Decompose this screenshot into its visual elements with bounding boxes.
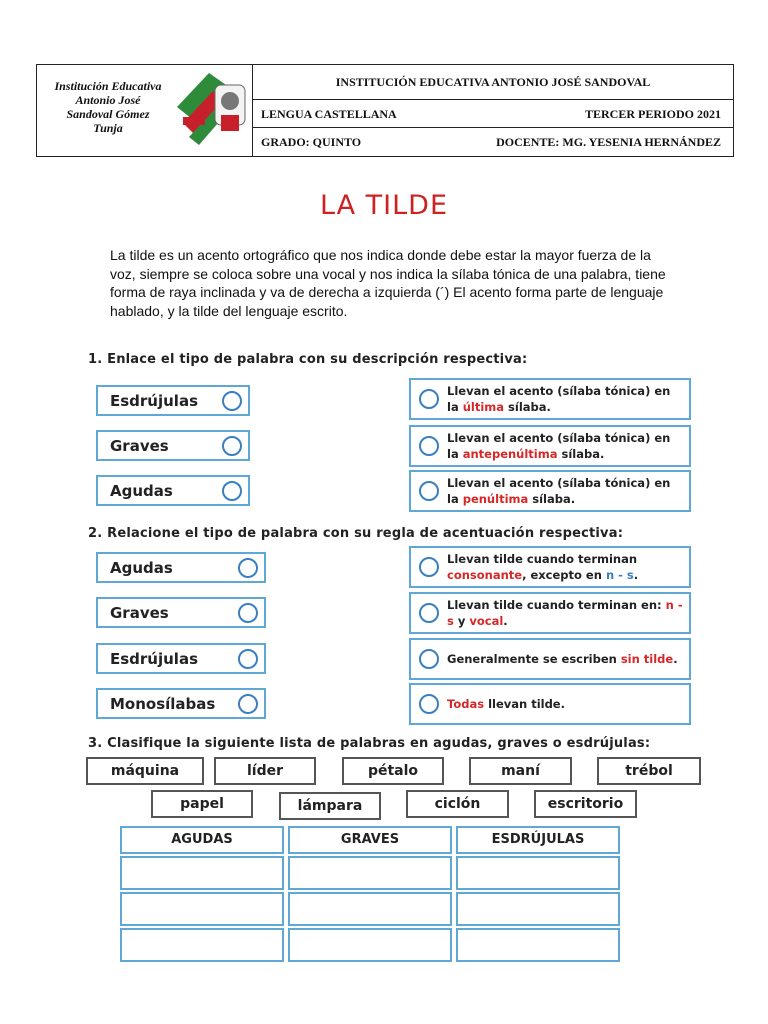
word-card[interactable]: pétalo <box>342 757 444 785</box>
type-box-graves <box>96 430 250 461</box>
word-card[interactable]: ciclón <box>406 790 509 818</box>
grade-label: GRADO: QUINTO <box>261 135 362 149</box>
teacher-label: DOCENTE: MG. YESENIA HERNÁNDEZ <box>496 135 721 149</box>
header-info <box>253 65 733 156</box>
word-card[interactable]: trébol <box>597 757 701 785</box>
header-row <box>253 65 733 100</box>
word-card[interactable]: escritorio <box>534 790 637 818</box>
type-box-esdrujulas <box>96 385 250 416</box>
match-circle[interactable] <box>419 603 439 623</box>
word-card[interactable]: papel <box>151 790 253 818</box>
answer-cell[interactable] <box>288 892 452 926</box>
answer-cell[interactable] <box>456 928 620 962</box>
intro-paragraph: La tilde es un acento ortográfico que nos indica donde debe estar la mayor fuerza de la voz, siempre se coloca sobre una vocal y nos indica la sílaba tónica de una palabra, tiene forma de raya inclinada y va de derecha a izquierda (´) El acento forma parte de lenguaje hablado, y la tilde del lenguaje escrito. <box>110 247 666 319</box>
match-circle[interactable] <box>222 436 242 456</box>
rule-box <box>409 638 691 680</box>
section-1-title: 1. Enlace el tipo de palabra con su descripción respectiva: <box>88 352 528 367</box>
rule-text: Todas llevan tilde. <box>447 697 565 711</box>
logo-line: Antonio José <box>75 93 141 107</box>
match-circle[interactable] <box>238 649 258 669</box>
type-box-monosilabas <box>96 688 266 719</box>
match-circle[interactable] <box>419 436 439 456</box>
rule-text: Generalmente se escriben sin tilde. <box>447 652 678 666</box>
column-header-esdrujulas: ESDRÚJULAS <box>456 826 620 854</box>
logo-line: Tunja <box>93 121 123 135</box>
rule-box <box>409 592 691 634</box>
type-label: Agudas <box>110 558 173 577</box>
logo-line: Sandoval Gómez <box>66 107 150 121</box>
match-circle[interactable] <box>222 391 242 411</box>
word-card[interactable]: maní <box>469 757 572 785</box>
rule-text: Llevan tilde cuando terminan consonante, excepto en n - s. <box>447 552 639 582</box>
institution-name: INSTITUCIÓN EDUCATIVA ANTONIO JOSÉ SANDOVAL <box>335 75 651 89</box>
section-2-title: 2. Relacione el tipo de palabra con su regla de acentuación respectiva: <box>88 526 624 541</box>
header-table <box>36 64 734 157</box>
answer-cell[interactable] <box>120 928 284 962</box>
period-label: TERCER PERIODO 2021 <box>584 107 721 121</box>
answer-cell[interactable] <box>120 856 284 890</box>
school-logo <box>37 65 253 156</box>
match-circle[interactable] <box>238 558 258 578</box>
type-box-agudas <box>96 475 250 506</box>
rule-box <box>409 546 691 588</box>
logo-line: Institución Educativa <box>54 79 162 93</box>
answer-cell[interactable] <box>288 856 452 890</box>
column-header-graves: GRAVES <box>288 826 452 854</box>
description-box <box>409 470 691 512</box>
rule-text: Llevan tilde cuando terminan en: n - s y vocal. <box>447 598 683 628</box>
word-card[interactable]: líder <box>214 757 316 785</box>
column-header-agudas: AGUDAS <box>120 826 284 854</box>
answer-cell[interactable] <box>456 856 620 890</box>
description-text: Llevan el acento (sílaba tónica) en la antepenúltima sílaba. <box>447 431 671 461</box>
answer-cell[interactable] <box>120 892 284 926</box>
type-box-graves <box>96 597 266 628</box>
word-card[interactable]: máquina <box>86 757 204 785</box>
match-circle[interactable] <box>238 694 258 714</box>
header-row <box>253 99 733 128</box>
subject-label: LENGUA CASTELLANA <box>261 107 397 121</box>
type-label: Esdrújulas <box>110 649 199 668</box>
match-circle[interactable] <box>419 649 439 669</box>
type-box-agudas <box>96 552 266 583</box>
description-box <box>409 378 691 420</box>
crest-icon <box>169 67 251 153</box>
word-card[interactable]: lámpara <box>279 792 381 820</box>
type-label: Graves <box>110 436 169 455</box>
answer-cell[interactable] <box>288 928 452 962</box>
answer-cell[interactable] <box>456 892 620 926</box>
match-circle[interactable] <box>222 481 242 501</box>
type-label: Esdrújulas <box>110 391 199 410</box>
match-circle[interactable] <box>238 603 258 623</box>
rule-box <box>409 683 691 725</box>
section-3-title: 3. Clasifique la siguiente lista de palabras en agudas, graves o esdrújulas: <box>88 736 651 751</box>
page-title: LA TILDE <box>319 190 449 221</box>
type-label: Graves <box>110 603 169 622</box>
type-box-esdrujulas <box>96 643 266 674</box>
match-circle[interactable] <box>419 481 439 501</box>
match-circle[interactable] <box>419 694 439 714</box>
logo-text <box>43 79 173 135</box>
type-label: Monosílabas <box>110 694 216 713</box>
description-text: Llevan el acento (sílaba tónica) en la penúltima sílaba. <box>447 476 671 506</box>
description-text: Llevan el acento (sílaba tónica) en la última sílaba. <box>447 384 671 414</box>
description-box <box>409 425 691 467</box>
match-circle[interactable] <box>419 557 439 577</box>
type-label: Agudas <box>110 481 173 500</box>
header-row <box>253 127 733 156</box>
match-circle[interactable] <box>419 389 439 409</box>
